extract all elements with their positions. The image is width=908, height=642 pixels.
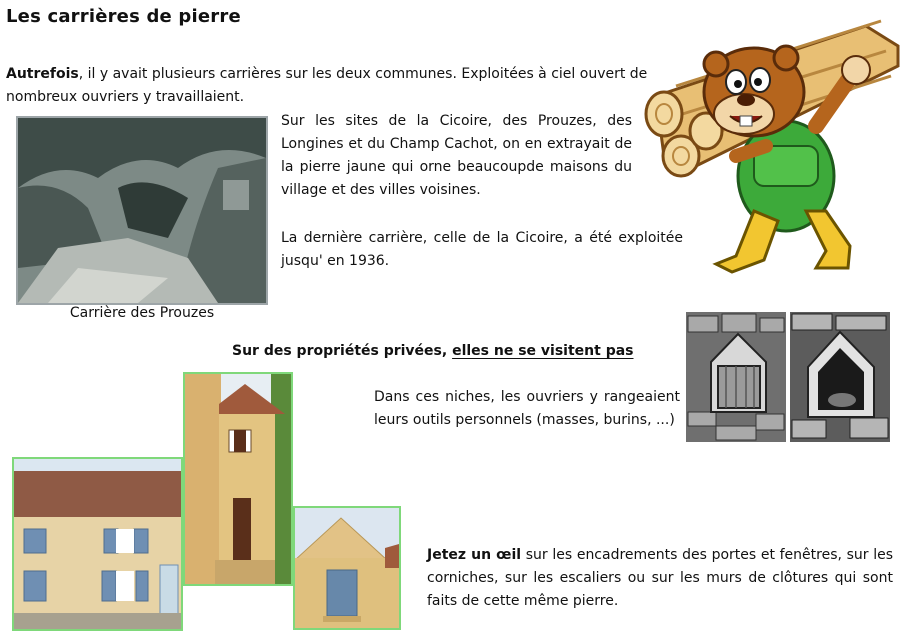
niche-photo-2: [790, 312, 890, 442]
lookout-paragraph: [427, 544, 893, 613]
house-photo-1: [12, 457, 183, 631]
intro-paragraph: [6, 63, 698, 109]
intro-bold: Autrefois: [6, 66, 79, 82]
niches-paragraph: Dans ces niches, les ouvriers y rangeaient leurs outils personnels (masses, burins, ...): [374, 389, 680, 428]
private-underlined: elles ne se visitent pas: [452, 343, 634, 359]
photo-caption: Carrière des Prouzes: [69, 305, 215, 321]
quarry-photo: [16, 116, 268, 305]
private-lead: Sur des propriétés privées,: [232, 343, 453, 359]
intro-text: , il y avait plusieurs carrières sur les deux communes. Exploitées à ciel ouvert de nombreux ouvriers y travaillaient.: [6, 66, 648, 105]
lookout-text: sur les encadrements des portes et fenêtres, sur les corniches, sur les escaliers ou sur les murs de clôtures qui sont faits de cette même pierre.: [427, 547, 894, 609]
sites-paragraph: Sur les sites de la Cicoire, des Prouzes, des Longines et du Champ Cachot, on en extrayait de la pierre jaune qui orne beaucoupde maisons du village et des villes voisines.: [281, 113, 632, 198]
private-properties-heading: [232, 343, 634, 359]
lookout-bold: Jetez un œil: [427, 547, 522, 563]
page-title: Les carrières de pierre: [6, 6, 241, 27]
window-photo: [293, 506, 401, 630]
last-quarry-paragraph: La dernière carrière, celle de la Cicoire, a été exploitée jusqu' en 1936.: [281, 230, 683, 269]
niche-photo-1: [686, 312, 786, 442]
tower-photo: [183, 372, 293, 586]
